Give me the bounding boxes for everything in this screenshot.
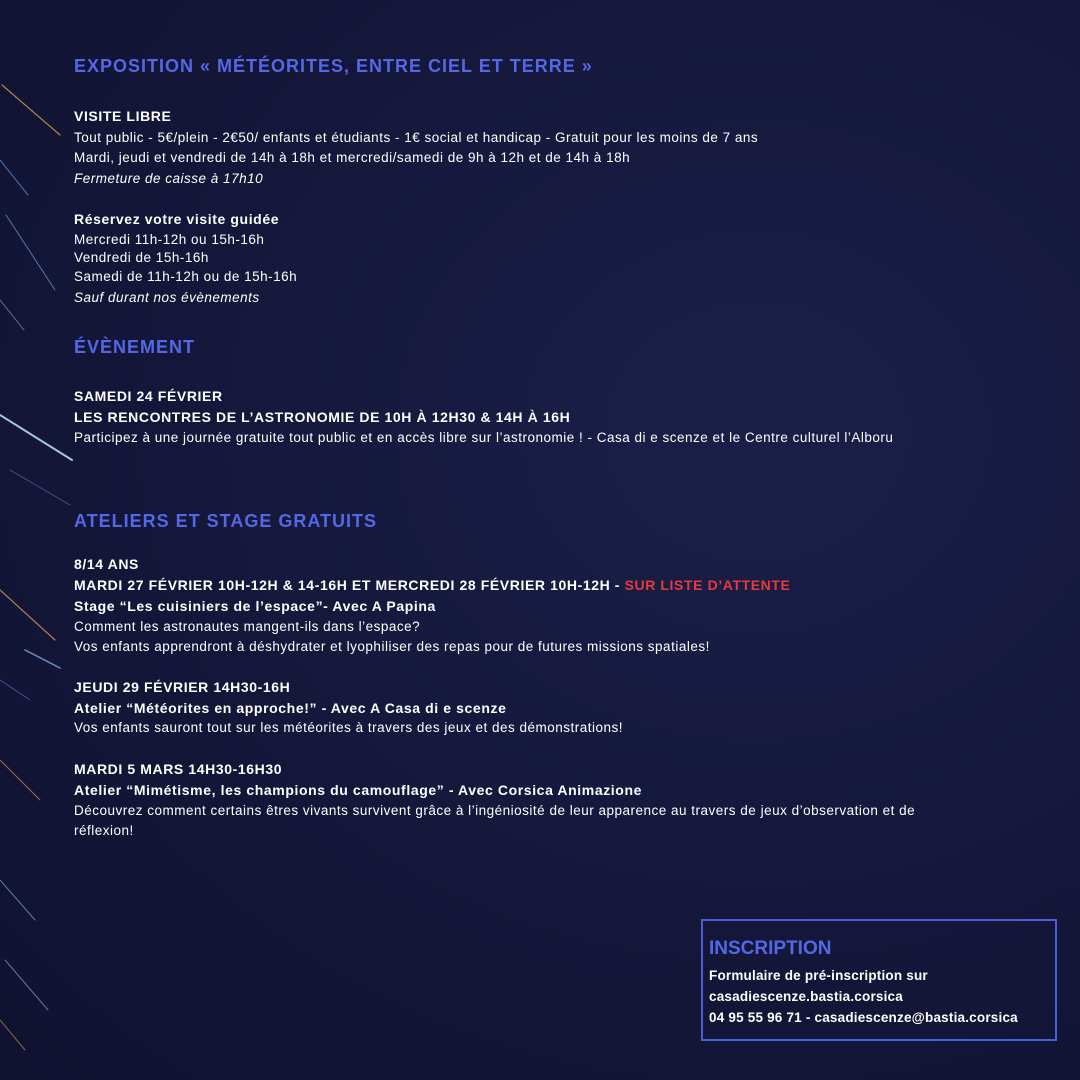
- inscription-contact[interactable]: 04 95 55 96 71 - casadiescenze@bastia.corsica: [709, 1010, 1018, 1025]
- atelier2-title: Atelier “Mimétisme, les champions du camouflage” - Avec Corsica Animazione: [74, 782, 642, 798]
- inscription-title: INSCRIPTION: [709, 938, 832, 959]
- atelier1-title: Atelier “Météorites en approche!” - Avec A Casa di e scenze: [74, 700, 507, 716]
- visite-libre-closing: Fermeture de caisse à 17h10: [74, 171, 264, 186]
- evenement-heading: ÉVÈNEMENT: [74, 337, 196, 357]
- waitlist-status: SUR LISTE D’ATTENTE: [624, 577, 791, 593]
- atelier2-date: MARDI 5 MARS 14H30-16H30: [74, 761, 283, 777]
- exposition-heading: EXPOSITION « MÉTÉORITES, ENTRE CIEL ET TERRE »: [74, 56, 593, 76]
- inscription-website-link[interactable]: casadiescenze.bastia.corsica: [709, 989, 903, 1004]
- stage-line: Vos enfants apprendront à déshydrater et lyophiliser des repas pour de futures missions spatiales!: [74, 639, 710, 654]
- visite-guidee-note: Sauf durant nos évènements: [74, 290, 260, 305]
- stage-date: [74, 575, 790, 596]
- visite-libre-prices: Tout public - 5€/plein - 2€50/ enfants et étudiants - 1€ social et handicap - Gratuit pour les moins de 7 ans: [74, 130, 759, 145]
- atelier1-description: Vos enfants sauront tout sur les météorites à travers des jeux et des démonstrations!: [74, 720, 624, 735]
- evenement-description: Participez à une journée gratuite tout public et en accès libre sur l’astronomie ! - Casa di e scenze et le Centre culturel l’Alboru: [74, 430, 894, 445]
- atelier2-description: Découvrez comment certains êtres vivants survivent grâce à l’ingéniosité de leur apparence au travers de jeux d’observation et de: [74, 803, 916, 818]
- stage-title: Stage “Les cuisiniers de l’espace”- Avec A Papina: [74, 598, 436, 614]
- atelier1-date: JEUDI 29 FÉVRIER 14H30-16H: [74, 679, 291, 695]
- visite-guidee-line: Samedi de 11h-12h ou de 15h-16h: [74, 269, 298, 284]
- visite-libre-title: VISITE LIBRE: [74, 108, 172, 124]
- evenement-title: LES RENCONTRES DE L’ASTRONOMIE DE 10H À 12H30 & 14H À 16H: [74, 409, 571, 425]
- atelier2-description: réflexion!: [74, 823, 134, 838]
- visite-guidee-title: Réservez votre visite guidée: [74, 211, 280, 227]
- evenement-date: SAMEDI 24 FÉVRIER: [74, 388, 223, 404]
- visite-guidee-line: Mercredi 11h-12h ou 15h-16h: [74, 232, 265, 247]
- inscription-box: [701, 919, 1057, 1041]
- stage-line: Comment les astronautes mangent-ils dans l’espace?: [74, 619, 421, 634]
- inscription-form-label: Formulaire de pré-inscription sur: [709, 968, 928, 983]
- ateliers-heading: ATELIERS ET STAGE GRATUITS: [74, 511, 378, 531]
- visite-libre-hours: Mardi, jeudi et vendredi de 14h à 18h et mercredi/samedi de 9h à 12h et de 14h à 18h: [74, 150, 631, 165]
- visite-guidee-line: Vendredi de 15h-16h: [74, 250, 209, 265]
- ateliers-age: 8/14 ANS: [74, 556, 139, 572]
- stage-date-text: MARDI 27 FÉVRIER 10H-12H & 14-16H ET MERCREDI 28 FÉVRIER 10H-12H -: [74, 577, 625, 593]
